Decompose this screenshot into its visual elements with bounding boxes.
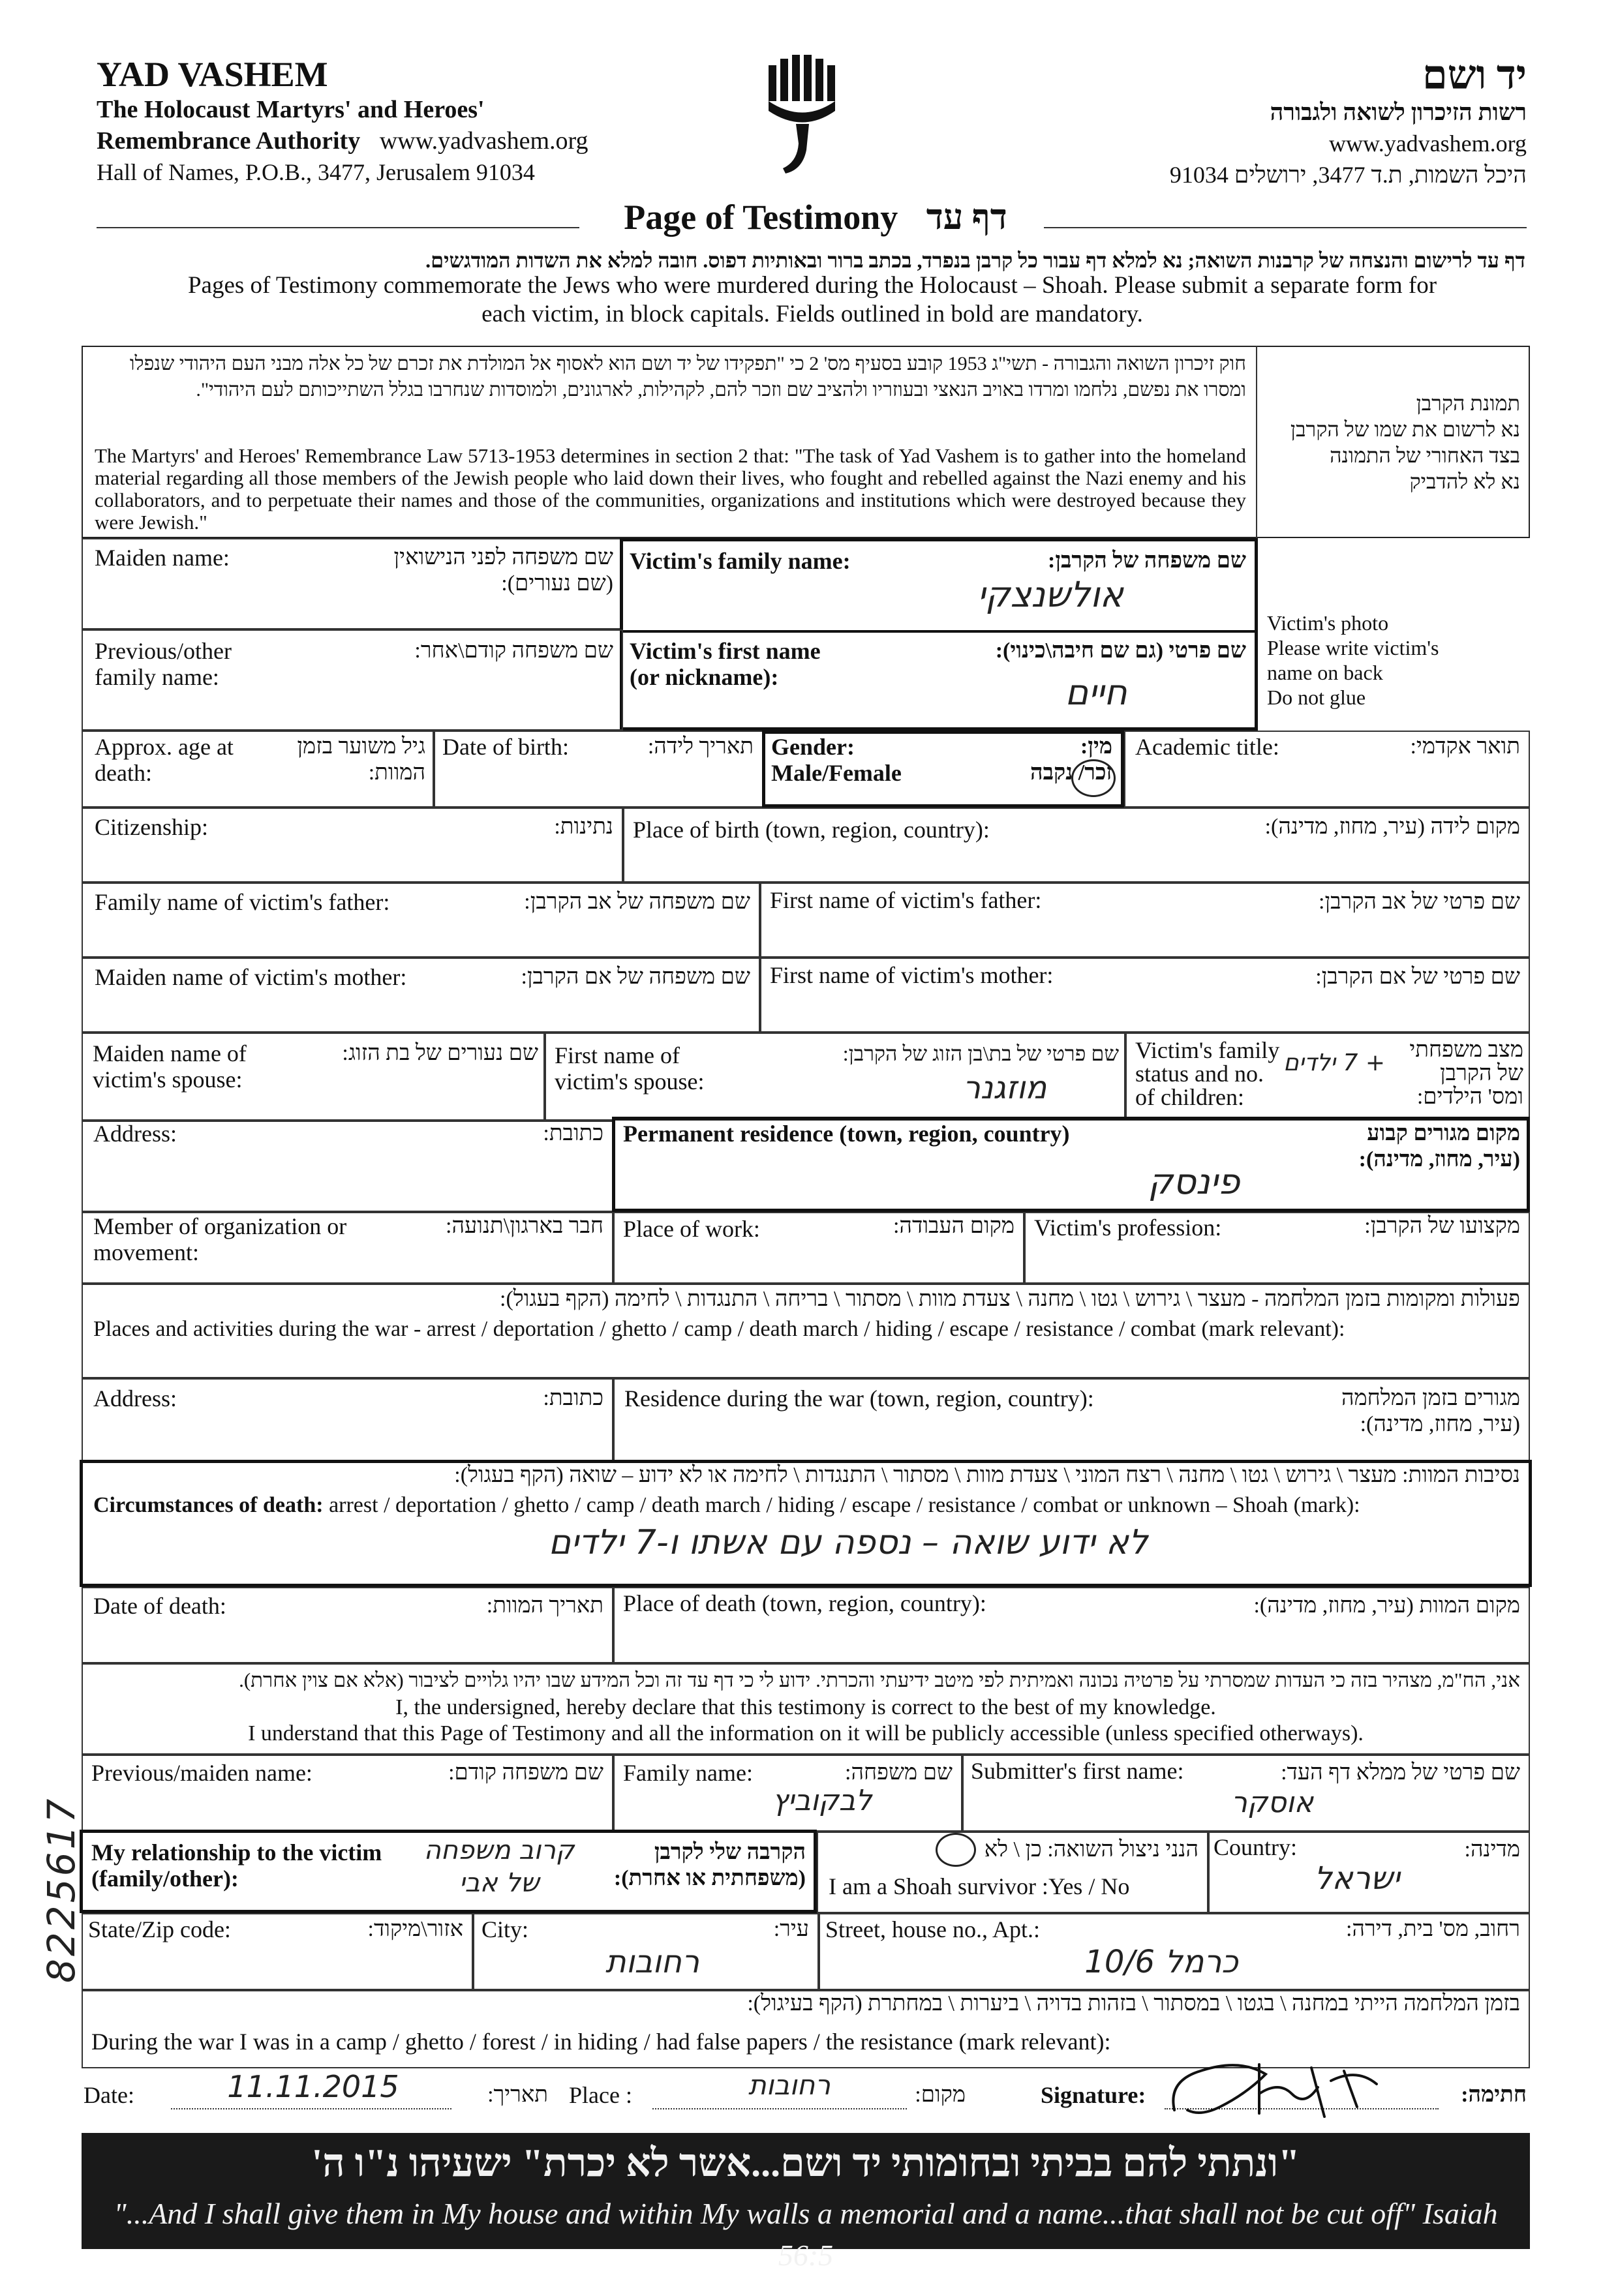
rel-he-2: (משפחתית או אחרת): [613,1866,806,1890]
title-line-right [1044,227,1527,228]
submitter-first-name-value: אוסקר [1230,1786,1313,1819]
website-en: www.yadvashem.org [379,127,588,155]
war-res-label-he [1259,1385,1520,1438]
father-family-label-he: שם משפחה של אב הקרבן: [524,890,750,914]
page-title-he: דף עד [926,198,1007,237]
war-address-label-en: Address: [93,1385,177,1412]
war-res-he-1: מגורים בזמן המלחמה [1341,1386,1520,1410]
address-label-en: Address: [93,1121,177,1147]
rel-he-1: הקרבה שלי לקרבן [654,1840,806,1864]
spouse-maiden-en-2: victim's spouse: [93,1066,243,1093]
pod-label-en: Place of death (town, region, country): [623,1590,986,1616]
date-value: 11.11.2015 [227,2069,399,2104]
spouse-first-name-value: מוזגנר [962,1070,1047,1106]
citizenship-label-he: נתינות: [554,815,613,839]
prev-family-en-1: Previous/other [95,638,232,664]
survivor-no-circle [936,1833,976,1867]
spouse-maiden-en-1: Maiden name of [93,1040,247,1066]
war-address-label-he: כתובת: [543,1386,603,1410]
family-status-label-he [1390,1038,1523,1109]
perm-res-he-2: (עיר, מחוז, מדינה): [1358,1147,1520,1171]
perm-res-he-1: מקום מגורים קבוע [1367,1121,1520,1145]
header-english [97,55,684,188]
age-label-en [95,734,234,786]
pob-label-en: Place of birth (town, region, country): [633,817,990,843]
dob-label-he: תאריך לידה: [647,734,754,759]
signature-mark[interactable] [1161,2055,1435,2120]
header-hebrew [939,55,1527,190]
address-label-he: כתובת: [543,1121,603,1145]
family-status-en-2: status and no. [1135,1061,1264,1087]
rel-en-2: (family/other): [91,1865,239,1892]
work-label-he: מקום העבודה: [893,1214,1015,1238]
dod-label-he: תאריך המוות: [486,1594,603,1618]
family-status-he-3: ומס' הילדים: [1416,1085,1523,1109]
relationship-label-en [91,1839,382,1892]
victim-family-name-label-en: Victim's family name: [630,548,851,574]
photo-he-4: נא לא להדביק [1409,470,1520,493]
place-value: רחובות [748,2069,831,2101]
spouse-maiden-label-he: שם נעורים של בת הזוג: [342,1041,538,1065]
declaration-en [82,1695,1530,1747]
perm-res-label-en: Permanent residence (town, region, country) [623,1121,1070,1147]
photo-en-2: Please write victim's [1267,636,1439,659]
rel-en-1: My relationship to the victim [91,1839,382,1865]
mother-maiden-label-en: Maiden name of victim's mother: [95,964,407,990]
mother-maiden-label-he: שם משפחה של אם הקרבן: [521,965,750,989]
circ-label-en-bold: Circumstances of death: [93,1493,324,1517]
mother-first-label-he: שם פרטי של אם הקרבן: [1315,965,1520,989]
family-status-he-1: מצב משפחתי [1409,1038,1523,1062]
photo-he-2: נא לרשום את שמו של הקרבן [1290,417,1520,441]
profession-label-en: Victim's profession: [1034,1215,1222,1241]
victim-name-divider [620,630,1258,633]
street-value: כרמל 10/6 [1084,1944,1238,1980]
relationship-value-2: של אבי [459,1868,540,1898]
city-label-he: עיר: [773,1917,809,1941]
father-first-label-he: שם פרטי של אב הקרבן: [1319,890,1520,914]
relationship-label-he [574,1839,806,1892]
permanent-residence-value: פינסק [1148,1161,1240,1202]
photo-he-1: תמונת הקרבן [1416,391,1520,415]
survivor-label-he: הנני ניצול השואה: כן \ לא [984,1837,1198,1862]
footer-banner [82,2133,1530,2272]
place-label-en: Place : [569,2082,632,2108]
maiden-he-1: שם משפחה לפני הנישואין [393,545,613,569]
photo-en-3: name on back [1267,661,1383,684]
date-label-en: Date: [84,2082,134,2108]
relationship-value [418,1834,581,1899]
member-en-2: movement: [93,1239,199,1265]
perm-res-label-he [1240,1121,1520,1173]
family-status-en-1: Victim's family [1135,1037,1280,1063]
gender-en-1: Gender: [771,734,855,760]
country-label-en: Country: [1214,1834,1298,1860]
address-en: Hall of Names, P.O.B., 3477, Jerusalem 91034 [97,159,535,185]
circ-label-he: נסיבות המוות: מעצר \ גירוש \ גטו \ מחנה \ רצח המוני \ צעדת מוות \ מסתור \ התנגדות \ לחימה או לא ידוע – שואה (הקף בעגול): [454,1463,1520,1487]
declaration-en-1: I, the undersigned, hereby declare that this testimony is correct to the best of my knowledge. [395,1695,1216,1719]
country-label-he: מדינה: [1464,1837,1520,1862]
instructions-he: דף עד לרישום והנצחה של קרבנות השואה; נא למלא דף עבור כל קרבן בנפרד, בכתב ברור ובאותיות דפוס. חובה למלא את השדות המודגשים. [425,249,1525,272]
dod-label-en: Date of death: [93,1593,226,1619]
submitter-first-label-he: שם פרטי של ממלא דף העד: [1281,1760,1520,1785]
victim-first-name-label-en [630,638,821,690]
street-label-en: Street, house no., Apt.: [825,1916,1040,1942]
city-value: רחובות [605,1944,699,1980]
submitter-family-label-en: Family name: [623,1760,753,1786]
org-sub1-en: The Holocaust Martyrs' and Heroes' [97,96,485,123]
war-res-label-en: Residence during the war (town, region, country): [624,1385,1094,1412]
member-en-1: Member of organization or [93,1213,347,1239]
citizenship-label-en: Citizenship: [95,814,208,840]
prev-family-en-2: family name: [95,664,219,690]
page-title [587,196,1044,239]
gender-en-2: Male/Female [771,760,902,786]
circumstances-of-death-value: לא ידוע שואה – נספה עם אשתו ו-7 ילדים [548,1523,1148,1562]
declaration-he: אני, הח"מ, מצהיר בזה כי העדות שמסרתי על פרטיה נכונה ואמיתית לפי מיטב ידיעתי והכרתי. ידוע לי כי דף עד זה וכל המידע שבו יהיו גלויים לציבור (אלא אם צוין אחרת). [239,1669,1520,1691]
signature-label-en: Signature: [1041,2082,1146,2108]
pob-label-he: מקום לידה (עיר, מחוז, מדינה): [1264,815,1520,839]
street-label-he: רחוב, מס' בית, דירה: [1345,1917,1520,1941]
academic-label-en: Academic title: [1135,734,1279,760]
photo-instructions-en [1267,611,1521,710]
victim-family-name-label-he: שם משפחה של הקרבן: [1048,549,1246,573]
footer-quote-he: "ונתתי להם בביתי ובחומותי יד ושם...אשר לא יכרת" ישעיהו נ"ו ה' [311,2141,1300,2184]
spouse-first-label-en [555,1042,704,1095]
submitter-prev-label-he: שם משפחה קודם: [448,1760,603,1785]
member-label-he: חבר בארגון\תנועה: [446,1214,603,1238]
first-name-en-1: Victim's first name [630,638,821,664]
maiden-he-2: (שם נעורים): [501,571,613,596]
father-family-label-en: Family name of victim's father: [95,889,390,915]
father-first-label-en: First name of victim's father: [770,887,1042,913]
during-war-label-he: בזמן המלחמה הייתי במחנה \ בגטו \ במסתור \ בזהות בדויה \ ביערות \ במחתרת (הקף בעיגול): [747,1991,1520,2016]
title-line-left [97,227,579,228]
academic-label-he: תואר אקדמי: [1410,734,1520,759]
age-en-2: death: [95,760,152,786]
declaration-en-2: I understand that this Page of Testimony and all the information on it will be publicly accessible (unless specified otherways). [248,1721,1364,1745]
photo-he-3: בצד האחורי של התמונה [1330,444,1520,467]
maiden-name-label-en: Maiden name: [95,545,230,571]
age-en-1: Approx. age at [95,734,234,760]
gender-he-2: זכר/ נקבה [1030,761,1112,785]
family-status-en-3: of children: [1135,1084,1244,1110]
circ-label-en [93,1492,1360,1518]
page-title-en: Page of Testimony [624,198,898,237]
photo-instructions-he [1262,390,1520,494]
submitter-first-label-en: Submitter's first name: [971,1758,1184,1784]
family-status-label-en [1135,1038,1279,1109]
org-name-en: YAD VASHEM [97,55,328,94]
gender-label-en [771,734,902,786]
footer-quote-en: "...And I shall give them in My house and within My walls a memorial and a name...that shall not be cut off" Isaiah 56:5 [114,2197,1498,2272]
previous-family-name-label-en [95,638,232,690]
country-value: ישראל [1314,1860,1400,1897]
zip-label-en: State/Zip code: [88,1916,231,1942]
first-name-en-2: (or nickname): [630,664,779,690]
instructions-en [65,271,1559,329]
handwritten-signature-icon [1161,2055,1435,2120]
circ-label-en-rest: arrest / deportation / ghetto / camp / death march / hiding / escape / resistance / combat or unknown – Shoah (mark): [323,1493,1360,1517]
places-label-he: פעולות ומקומות בזמן המלחמה - מעצר \ גירוש \ גטו \ מחנה \ צעדת מוות \ מסתור \ בריחה \ התנגדות \ לחימה (הקף בעגול): [500,1287,1520,1311]
logo [763,52,842,176]
place-label-he: מקום: [915,2083,966,2107]
org-sub2-en: Remembrance Authority [97,127,361,155]
maiden-name-label-he [313,545,613,597]
victim-first-name-value: חיים [1065,672,1127,713]
city-label-en: City: [481,1916,529,1942]
profession-label-he: מקצועו של הקרבן: [1364,1214,1520,1238]
submitter-family-name-value: לבקוביץ [772,1784,872,1817]
war-res-he-2: (עיר, מחוז, מדינה): [1360,1412,1520,1436]
margin-record-number: 8225617 [39,1796,84,1983]
survivor-label-en: I am a Shoah survivor :Yes / No [829,1873,1130,1899]
pod-label-he: מקום המוות (עיר, מחוז, מדינה): [1253,1594,1520,1618]
org-name-he: יד ושם [1422,53,1527,98]
date-underline [171,2108,451,2109]
age-he-1: גיל משוער בזמן [297,734,425,759]
photo-en-1: Victim's photo [1267,611,1389,635]
during-war-label-en: During the war I was in a camp / ghetto / forest / in hiding / had false papers / the resistance (mark relevant): [91,2029,1111,2055]
website-he: www.yadvashem.org [1329,130,1527,157]
spouse-first-en-2: victim's spouse: [555,1068,705,1095]
law-text-en: The Martyrs' and Heroes' Remembrance Law 5713-1953 determines in section 2 that: "The task of Yad Vashem is to gather into the homeland material regarding all those members of the Jewish people who laid down their lives, who fought and rebelled against the Nazi enemy and his collaborators, and to perpetuate their names and those of the communities, organizations and institutions which were destroyed because they were Jewish." [95,444,1246,534]
member-label-en [93,1213,346,1265]
spouse-first-en-1: First name of [555,1042,680,1068]
family-status-he-2: של הקרבן [1440,1061,1523,1085]
instructions-en-2: each victim, in block capitals. Fields outlined in bold are mandatory. [481,301,1143,327]
yad-vashem-menorah-logo-icon [763,52,842,176]
previous-family-name-label-he: שם משפחה קודם\אחר: [414,639,613,663]
place-underline [652,2108,907,2109]
address-he: היכל השמות, ת.ד 3477, ירושלים 91034 [1169,162,1527,188]
spouse-maiden-label-en [93,1040,247,1093]
gender-male-circle [1071,759,1116,797]
law-text-he: חוק זיכרון השואה והגבורה - תשי"ג 1953 קובע בסעיף מס' 2 כי "תפקידו של יד ושם הוא לאסוף אל המולדת את זכרם של כל אלה מבני העם היהודי שנפלו ומסרו את נפשם, נלחמו ומרדו באויב הנאצי ובעוזריו ולהציב שם וזכר להם, לקהילות, לארגונים, ולמוסדות שנחרבו בגלל השתייכותם לעם היהודי". [129,353,1246,400]
age-he-2: המוות: [368,761,425,785]
signature-label-he: חתימה: [1461,2083,1527,2107]
mother-first-label-en: First name of victim's mother: [770,962,1054,988]
dob-label-en: Date of birth: [442,734,569,760]
places-label-en: Places and activities during the war - arrest / deportation / ghetto / camp / death march / hiding / escape / resistance / combat (mark relevant): [93,1317,1345,1341]
age-label-he [274,734,425,786]
gender-he-1: מין: [1080,734,1112,759]
submitter-prev-label-en: Previous/maiden name: [91,1760,313,1786]
date-label-he: תאריך: [487,2083,548,2107]
work-label-en: Place of work: [623,1216,760,1242]
zip-label-he: אזור\מיקוד: [367,1917,463,1941]
relationship-value-1: קרוב משפחה [423,1835,575,1865]
org-sub-he: רשות הזיכרון לשואה ולגבורה [1270,99,1527,125]
instructions-en-1: Pages of Testimony commemorate the Jews who were murdered during the Holocaust – Shoah. Please submit a separate form for [187,272,1437,299]
photo-en-4: Do not glue [1267,686,1366,709]
submitter-family-label-he: שם משפחה: [845,1760,953,1785]
family-status-value: + 7 ילדים [1283,1050,1386,1076]
victim-first-name-label-he: שם פרטי (גם שם חיבה\כינוי): [995,639,1246,663]
spouse-first-label-he: שם פרטי של בת\בן הזוג של הקרבן: [842,1042,1119,1065]
victim-family-name-value: אולשנצקי [977,574,1123,615]
